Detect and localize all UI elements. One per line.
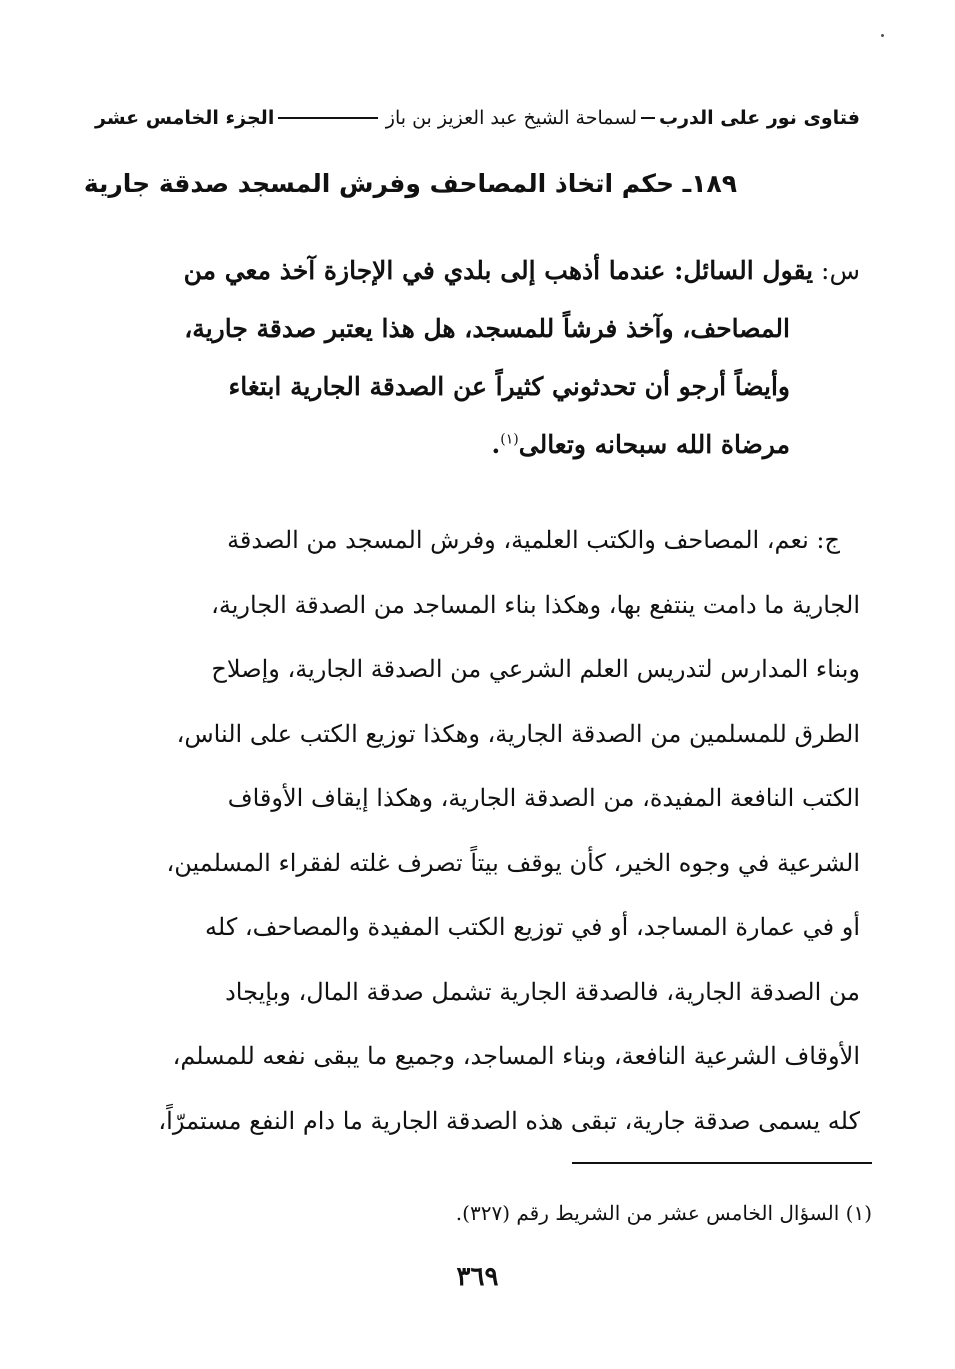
answer-line: وبناء المدارس لتدريس العلم الشرعي من الصدقة الجارية، وإصلاح	[211, 655, 860, 683]
header-rule	[278, 117, 377, 119]
answer-line: الجارية ما دامت ينتفع بها، وهكذا بناء المساجد من الصدقة الجارية،	[211, 590, 860, 619]
header-dash	[641, 117, 655, 119]
footnote-reference: (١)	[500, 431, 519, 448]
answer-line: ج: نعم، المصاحف والكتب العلمية، وفرش المسجد من الصدقة	[227, 526, 840, 554]
answer-line: الأوقاف الشرعية النافعة، وبناء المساجد، وجميع ما يبقى نفعه للمسلم،	[172, 1042, 860, 1070]
question-line: المصاحف، وآخذ فرشاً للمسجد، هل هذا يعتبر صدقة جارية،	[184, 314, 790, 343]
answer-line: الكتب النافعة المفيدة، من الصدقة الجارية، وهكذا إيقاف الأوقاف	[227, 784, 860, 812]
question-block	[95, 242, 860, 474]
answer-line: من الصدقة الجارية، فالصدقة الجارية تشمل صدقة المال، وبإيجاد	[225, 977, 860, 1006]
header-book-title: فتاوى نور على الدرب	[659, 107, 860, 129]
answer-line: كله يسمى صدقة جارية، تبقى هذه الصدقة الجارية ما دام النفع مستمرّاً،	[158, 1106, 860, 1135]
question-text: يقول السائل: عندما أذهب إلى بلدي في الإجازة آخذ معي من	[183, 256, 814, 285]
answer-line: الشرعية في وجوه الخير، كأن يوقف بيتاً تصرف غلته لفقراء المسلمين،	[166, 848, 860, 877]
question-line: وأيضاً أرجو أن تحدثوني كثيراً عن الصدقة الجارية ابتغاء	[228, 372, 790, 401]
question-line	[95, 242, 860, 300]
scan-speck	[881, 34, 884, 37]
answer-line: الطرق للمسلمين من الصدقة الجارية، وهكذا توزيع الكتب على الناس،	[176, 719, 860, 748]
footnote-separator	[572, 1162, 872, 1164]
question-line	[95, 416, 860, 474]
page-number: ٣٦٩	[456, 1262, 499, 1292]
header-author: لسماحة الشيخ عبد العزيز بن باز	[385, 107, 637, 129]
question-prefix: س:	[813, 256, 860, 285]
footnote: (١) السؤال الخامس عشر من الشريط رقم (٣٢٧).	[455, 1201, 872, 1225]
running-header	[95, 98, 860, 138]
question-end: .	[491, 430, 501, 459]
question-text: مرضاة الله سبحانه وتعالى	[518, 430, 790, 459]
answer-block	[95, 508, 860, 1153]
answer-line: أو في عمارة المساجد، أو في توزيع الكتب المفيدة والمصاحف، كله	[205, 913, 860, 941]
header-volume: الجزء الخامس عشر	[95, 107, 275, 129]
section-title: ١٨٩ـ حكم اتخاذ المصاحف وفرش المسجد صدقة جارية	[83, 169, 737, 198]
